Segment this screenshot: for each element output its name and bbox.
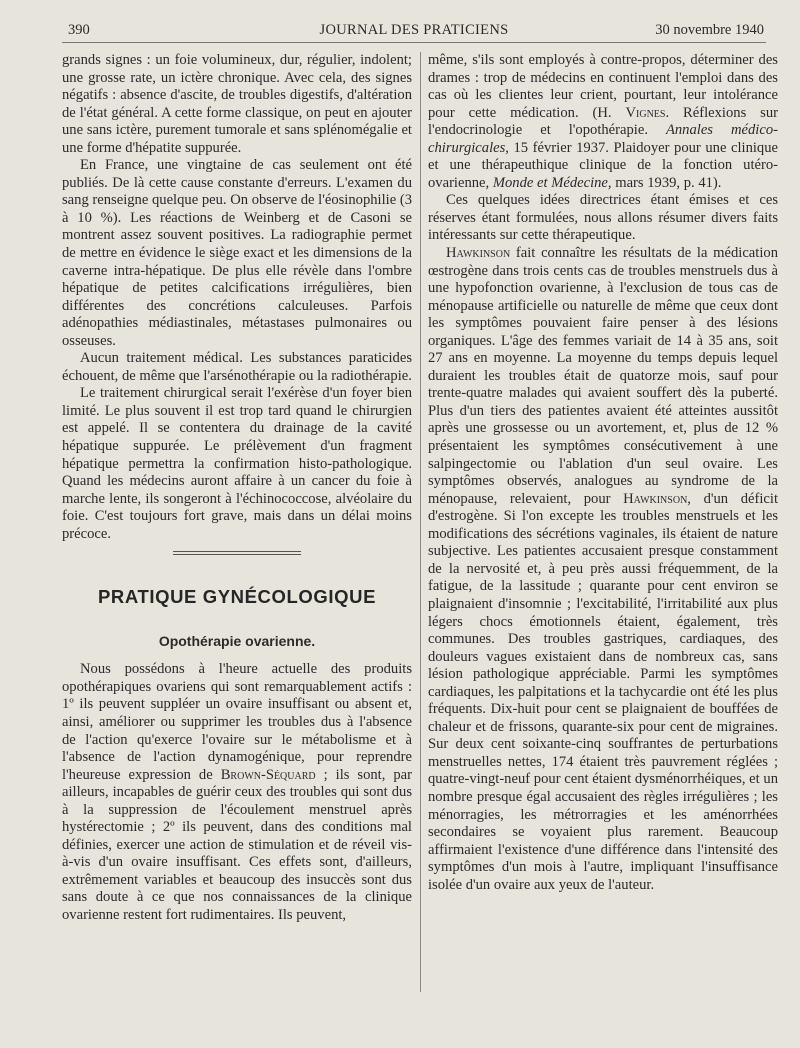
section-separator [173, 551, 301, 555]
author-name: Hawkinson [446, 245, 511, 262]
paragraph-opotherapy-intro [62, 661, 412, 924]
paragraph-hawkinson [428, 245, 778, 894]
paragraph-france-cases: En France, une vingtaine de cas seulement ont été publiés. De là cette cause constante d'erreurs. L'examen du sang renseigne quelque peu. On observe de l'éosinophilie (3 à 10 %). Les réactions de Weinberg et de Casoni se montrent assez souvent positives. La radiographie permet de mettre en évidence le siège exact et les dimensions de la caverne intra-hépatique. De plus elle révèle dans l'ombre hépatique de petites calcifications irrégulières, bien différentes des concrétions calculeuses. Parfois adénopathies médiastinales, métastases pulmonaires ou osseuses. [62, 157, 412, 349]
article-subtitle: Opothérapie ovarienne. [158, 633, 316, 650]
text-run: . Réflexions sur l'endocrinologie et l'opothérapie. [428, 104, 779, 139]
right-column [428, 52, 778, 894]
paragraph-continued-right [428, 52, 778, 192]
section-title: PRATIQUE GYNÉCOLOGIQUE [97, 586, 377, 608]
author-name: Hawkinson [623, 490, 688, 507]
paragraph-continued: grands signes : un foie volumineux, dur, régulier, indolent; une grosse rate, un ictère chronique. Avec cela, des signes négatifs : absence d'ascite, de troubles digestifs, d'altération de l'état général. A cette forme classique, on peut en ajouter une sans ictère, purement tumorale et sans splénomégalie et une forme d'hépatite suppurée. [62, 52, 412, 156]
journal-reference: Annales médico-chirurgicales [428, 122, 778, 156]
journal-reference: Monde et Médecine [492, 174, 608, 191]
author-name: Vignes [625, 104, 666, 121]
text-run: fait connaître les résultats de la médication œstrogène dans trois cents cas de troubles menstruels dus à une hypofonction ovarienne, à l'exclusion de tous cas de ménopause artificielle ou naturelle de même que ceux dont les symptômes pouvaient faire penser à des lésions organiques. L'âge des femmes variait de 14 à 35 ans, soit 27 ans en moyenne. La moyenne du temps depuis lequel duraient les troubles était de quatorze mois, sauf pour trente-quatre malades qui avaient souffert dès la puberté. Plus d'un tiers des patientes avaient été atteintes aussitôt après une grossesse ou un avortement, et, plus de 12 % présentaient les symptômes consécutivement à une salpingectomie ou l'ablation d'un seul ovaire. Les symptômes observés, analogues au syndrome de la ménopause, relevaient, pour [428, 245, 778, 507]
issue-date: 30 novembre 1940 [655, 22, 764, 38]
text-run: Nous possédons à l'heure actuelle des produits opothérapiques ovariens qui sont remarquablement actifs : 1º ils peuvent suppléer un ovaire insuffisant ou absent et, ainsi, améliorer ou supprimer les troubles dus à l'absence de l'action qu'exerce l'ovaire sur le métabolisme et à l'absence de l'action dynamogénique, pour reprendre l'heureuse expression de [62, 661, 412, 783]
text-run: , mars 1939, p. 41). [607, 174, 722, 191]
text-run: , 15 février 1937. Plaidoyer pour une clinique et une thérapeuthique clinique de la fonction utéro-ovarienne, [428, 139, 778, 191]
paragraph-medical-treatment: Aucun traitement médical. Les substances paraticides échouent, de même que l'arsénothérapie ou la radiothérapie. [62, 350, 412, 384]
left-column [62, 52, 412, 925]
page-header [62, 20, 766, 43]
page-number: 390 [68, 22, 90, 38]
text-run: , d'un déficit d'estrogène. Si l'on excepte les troubles menstruels et les modifications des sécrétions vaginales, ils étaient de nature subjective. Les patientes accusaient presque constamment de la nervosité et, à peu près aussi fréquemment, de la fatigue, de la lassitude ; quarante pour cent environ se plaignaient d'insomnie ; l'excitabilité, l'irritabilité aux plus légers chocs émotionnels étaient, également, très communes. Des troubles gastriques, cardiaques, des douleurs vagues existaient dans de nombreux cas, sans lésion pathologique appréciable. Parmi les symptômes cardiaques, les palpitations et la tachycardie ont été les plus fréquents. Dix-huit pour cent se plaignaient de bouffées de chaleur et de frissons, quarante-six pour cent de migraines. Sur deux cent soixante-cinq souffrantes de perturbations menstruelles nettes, 174 étaient très pauvrement réglées ; quatre-vingt-neuf pour cent étaient dysménorrhéiques, et un nombre presque égal accusaient des règles irrégulières ; les ménorragies, les métrorragies et les aménorrhées secondaires se voyaient plus rarement. Beaucoup affirmaient l'existence d'une différence dans l'intensité des symptômes d'un mois à l'autre, impliquant l'insuffisance isolée d'un ovaire aux yeux de l'auteur. [428, 490, 778, 893]
column-divider [420, 52, 421, 992]
journal-title: JOURNAL DES PRATICIENS [319, 22, 509, 38]
author-name: Brown-Séquard [220, 766, 316, 783]
paragraph-directives: Ces quelques idées directrices étant émises et ces réserves étant formulées, nous allons résumer divers faits intéressants sur cette thérapeutique. [428, 192, 778, 244]
text-run: même, s'ils sont employés à contre-propos, déterminer des drames : trop de médecins en continuent l'emploi dans des cas où les clientes leur crient, pourtant, leur intolérance pour cette médication. (H. [428, 52, 778, 121]
paragraph-surgical-treatment: Le traitement chirurgical serait l'exérèse d'un foyer bien limité. Le plus souvent il est trop tard quand le chirurgien est appelé. Il se contentera du drainage de la cavité hépatique suppurée. Le prélèvement d'un fragment hépatique permettra la confirmation histo-pathologique. Quand les médecins auront affaire à un cancer du foie à marche lente, ils songeront à l'échinococcose, alvéolaire du foie. C'est toujours fort grave, mais dans un délai moins précoce. [62, 385, 412, 542]
text-run: ; ils sont, par ailleurs, incapables de guérir ceux des troubles qui sont dus à la suppression de l'écoulement menstruel après hystérectomie ; 2º ils peuvent, dans des conditions mal définies, exercer une action de stimulation et de réveil vis-à-vis d'un ovaire insuffisant. Ces effets sont, d'ailleurs, extrêmement variables et beaucoup des insuccès sont dus sans doute à ce que nos connaissances de la clinique ovarienne restent fort rudimentaires. Ils peuvent, [62, 766, 412, 923]
